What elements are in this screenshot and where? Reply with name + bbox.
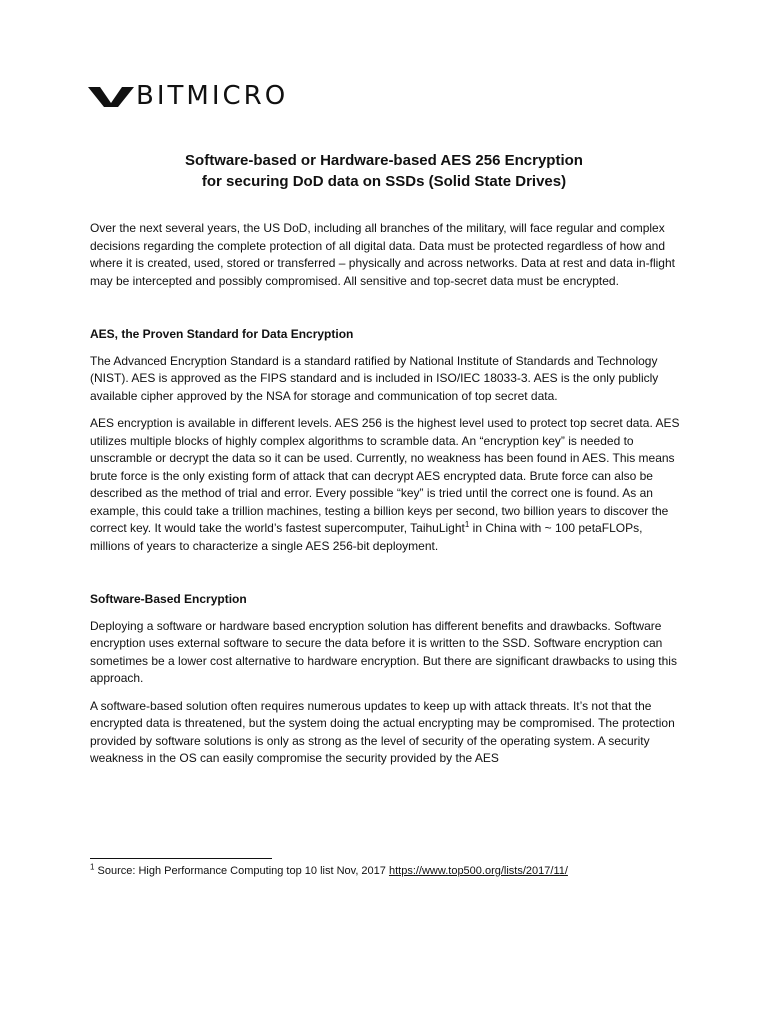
footnote <box>90 864 690 878</box>
title-line-2: for securing DoD data on SSDs (Solid State Drives) <box>201 173 567 190</box>
brand-name: BITMICRO <box>136 81 289 111</box>
intro-paragraph: Over the next several years, the US DoD, including all branches of the military, will face regular and complex decisions regarding the complete protection of all digital data. Data must be protected regardless of how and where it is created, used, stored or transferred – physically and across networks. Data at rest and data in-flight may be intercepted and possibly compromised. All sensitive and top-secret data must be encrypted. <box>90 221 675 288</box>
footnote-link[interactable]: https://www.top500.org/lists/2017/11/ <box>388 865 568 877</box>
footnote-text: Source: High Performance Computing top 10 list Nov, 2017 <box>94 865 389 877</box>
footnote-divider <box>90 858 272 859</box>
section-heading-software: Software-Based Encryption <box>90 592 247 606</box>
document-title <box>100 150 668 192</box>
aes-paragraph-1: The Advanced Encryption Standard is a standard ratified by National Institute of Standards and Technology (NIST). AES is approved as the FIPS standard and is included in ISO/IEC 18033-3. AES is the only publicly available cipher approved by the NSA for storage and communication of top secret data. <box>90 353 659 403</box>
bitmicro-logo <box>88 83 288 109</box>
chevron-v-logo-icon <box>88 83 134 109</box>
section-heading-aes: AES, the Proven Standard for Data Encryption <box>90 327 354 341</box>
footnote-ref[interactable]: 1 <box>464 520 470 529</box>
footnote-number: 1 <box>90 862 95 872</box>
software-paragraph-1: Deploying a software or hardware based encryption solution has different benefits and drawbacks. Software encryption uses external software to secure the data before it is written to the SSD. Software encryption can sometimes be a lower cost alternative to hardware encryption. But there are significant drawbacks to using this approach. <box>90 618 677 685</box>
aes-paragraph-2: AES encryption is available in different levels. AES 256 is the highest level used to protect top secret data. AES utilizes multiple blocks of highly complex algorithms to scramble data. An “encryption key” is needed to unscramble or decrypt the data so it can be used. Currently, no weakness has been found in AES. This means brute force is the only existing form of attack that can decrypt AES encrypted data. Brute force can also be described as the method of trial and error. Every possible “key” is tried until the correct one is found. As an example, this could take a trillion machines, testing a billion keys per second, two billion years to discover the correct key. It would take the world’s fastest supercomputer, TaihuLight$^1$ in China with ~ 100 petaFLOPs, millions of years to characterize a single AES 256-bit deployment. <box>90 416 680 553</box>
title-line-1: Software-based or Hardware-based AES 256 Encryption <box>185 152 583 169</box>
document-body <box>90 220 684 778</box>
software-paragraph-2: A software-based solution often requires numerous updates to keep up with attack threats. It’s not that the encrypted data is threatened, but the system doing the actual encrypting may be compromised. The protection provided by software solutions is only as strong as the level of security of the operating system. A security weakness in the OS can easily compromise the security provided by the AES <box>90 698 675 765</box>
